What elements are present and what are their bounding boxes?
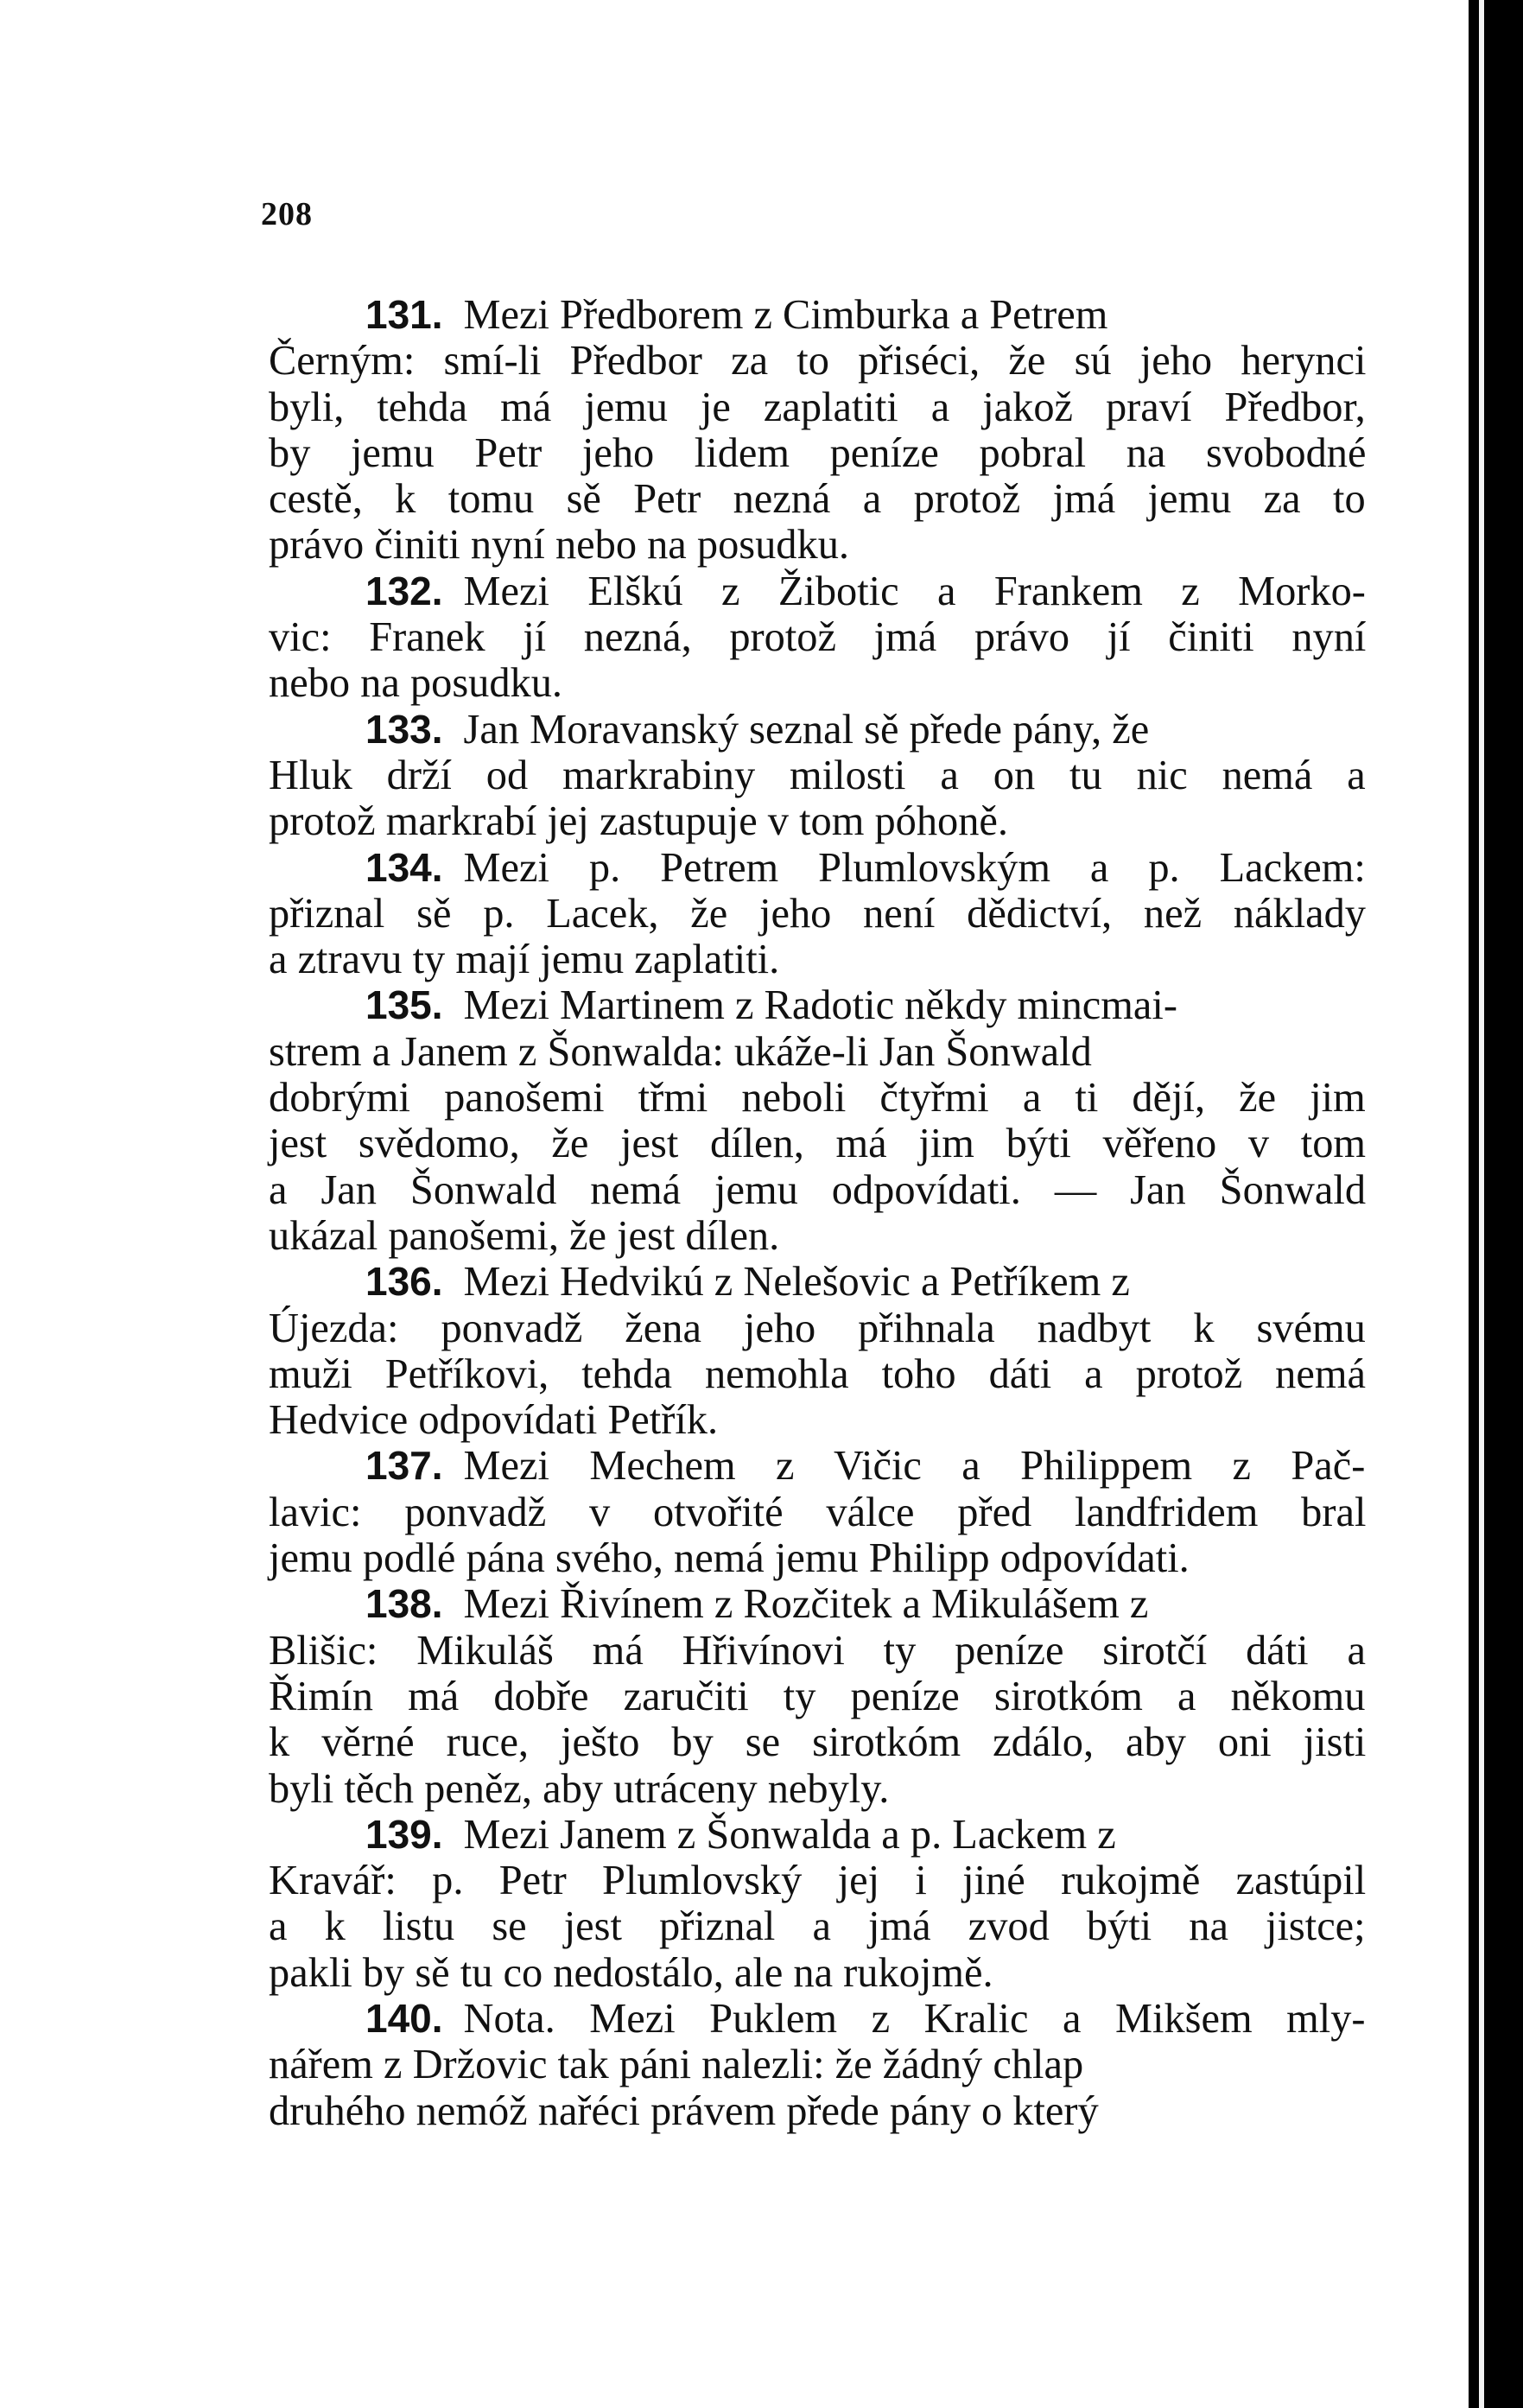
- line-text: Blišic: Mikuláš má Hřivínovi ty peníze sirotčí dáti a: [269, 1627, 1366, 1674]
- text-line: [269, 1858, 1366, 1903]
- line-text: Mezi Řivínem z Rozčitek a Mikulášem z: [463, 1581, 1149, 1628]
- line-text: Nota. Mezi Puklem z Kralic a Mikšem mly-: [463, 1995, 1366, 2042]
- text-line: [269, 1719, 1366, 1765]
- line-text: nářem z Držovic tak páni nalezli: že žádný chlap: [269, 2042, 1084, 2088]
- paragraph-number: 132.: [365, 568, 443, 613]
- line-text: právo činiti nyní nebo na posudku.: [269, 522, 849, 569]
- line-text: protož markrabí jej zastupuje v tom póhoně.: [269, 798, 1009, 845]
- paragraph-number: 133.: [365, 706, 443, 752]
- text-line: [269, 1443, 1366, 1489]
- line-text: ukázal panošemi, že jest dílen.: [269, 1212, 780, 1259]
- line-text: a Jan Šonwald nemá jemu odpovídati. — Jan Šonwald: [269, 1166, 1367, 1213]
- text-line: [269, 2088, 1366, 2134]
- text-line: [269, 891, 1366, 937]
- line-text: cestě, k tomu sě Petr nezná a protož jmá jemu za to: [269, 476, 1366, 523]
- line-text: nebo na posudku.: [269, 660, 563, 707]
- line-text: byli, tehda má jemu je zaplatiti a jakož praví Předbor,: [269, 384, 1366, 430]
- paragraph-number: 137.: [365, 1443, 443, 1489]
- text-line: [269, 1490, 1366, 1535]
- text-line: [269, 522, 1366, 568]
- line-text: Mezi Janem z Šonwalda a p. Lackem z: [463, 1811, 1116, 1858]
- paragraph-number: 134.: [365, 844, 443, 890]
- line-text: Mezi p. Petrem Plumlovským a p. Lackem:: [463, 844, 1366, 891]
- line-text: Mezi Martinem z Radotic někdy mincmai-: [463, 982, 1177, 1029]
- paragraph-number: 139.: [365, 1811, 443, 1857]
- paragraph-number: 136.: [365, 1259, 443, 1305]
- line-text: Mezi Mechem z Vičic a Philippem z Pač-: [463, 1443, 1366, 1490]
- line-text: a ztravu ty mají jemu zaplatiti.: [269, 937, 780, 983]
- text-line: [269, 1029, 1366, 1075]
- text-line: [269, 1535, 1366, 1581]
- line-text: dobrými panošemi třmi neboli čtyřmi a ti dějí, že jim: [269, 1075, 1366, 1121]
- text-line: [269, 476, 1366, 522]
- paragraph-136: [269, 1259, 1366, 1443]
- text-line: [269, 1950, 1366, 1996]
- text-line: [269, 569, 1366, 614]
- line-text: Újezda: ponvadž žena jeho přihnala nadbyt k svému: [269, 1305, 1366, 1351]
- text-line: [269, 753, 1366, 798]
- text-line: [269, 1903, 1366, 1949]
- text-line: [269, 1075, 1366, 1121]
- text-line: [269, 1213, 1366, 1259]
- paragraph-133: [269, 707, 1366, 845]
- text-line: [269, 1306, 1366, 1351]
- text-line: [269, 1259, 1366, 1305]
- paragraph-140: [269, 1996, 1366, 2134]
- paragraph-138: [269, 1581, 1366, 1811]
- line-text: přiznal sě p. Lacek, že jeho není dědictví, než náklady: [269, 890, 1367, 937]
- line-text: byli těch peněz, aby utráceny nebyly.: [269, 1765, 890, 1812]
- line-text: jemu podlé pána svého, nemá jemu Philipp odpovídati.: [269, 1535, 1190, 1582]
- text-line: [269, 614, 1366, 660]
- line-text: Jan Moravanský seznal sě přede pány, že: [463, 706, 1150, 753]
- line-text: druhého nemóž nařéci právem přede pány o který: [269, 2087, 1099, 2134]
- text-line: [269, 292, 1366, 338]
- paragraph-number: 138.: [365, 1581, 443, 1627]
- line-text: Řimín má dobře zaručiti ty peníze sirotkóm a někomu: [269, 1673, 1366, 1719]
- page-number: 208: [261, 196, 313, 232]
- paragraph-number: 131.: [365, 292, 443, 337]
- text-line: [269, 1351, 1366, 1397]
- text-line: [269, 1167, 1366, 1213]
- paragraph-137: [269, 1443, 1366, 1581]
- line-text: strem a Janem z Šonwalda: ukáže-li Jan Šonwald: [269, 1028, 1092, 1075]
- paragraph-132: [269, 569, 1366, 707]
- line-text: Černým: smí-li Předbor za to přiséci, že sú jeho herynci: [269, 338, 1367, 384]
- paragraph-131: [269, 292, 1366, 569]
- text-line: [269, 982, 1366, 1028]
- text-line: [269, 1397, 1366, 1443]
- line-text: muži Petříkovi, tehda nemohla toho dáti a protož nemá: [269, 1350, 1366, 1397]
- line-text: lavic: ponvadž v otvořité válce před landfridem bral: [269, 1489, 1367, 1535]
- text-line: [269, 1674, 1366, 1719]
- line-text: Kravář: p. Petr Plumlovský jej i jiné rukojmě zastúpil: [269, 1858, 1367, 1904]
- text-line: [269, 798, 1366, 844]
- line-text: vic: Franek jí nezná, protož jmá právo jí činiti nyní: [269, 614, 1367, 661]
- text-line: [269, 845, 1366, 891]
- text-line: [269, 1812, 1366, 1858]
- text-line: [269, 707, 1366, 753]
- text-line: [269, 1628, 1366, 1674]
- paragraph-number: 135.: [365, 982, 443, 1028]
- line-text: Hedvice odpovídati Petřík.: [269, 1397, 719, 1444]
- text-line: [269, 338, 1366, 384]
- text-line: [269, 1121, 1366, 1166]
- line-text: Mezi Předborem z Cimburka a Petrem: [463, 292, 1108, 338]
- page-edge: [1479, 0, 1484, 2408]
- text-line: [269, 430, 1366, 476]
- text-body: [269, 292, 1366, 2134]
- text-line: [269, 1766, 1366, 1812]
- text-line: [269, 1996, 1366, 2042]
- text-line: [269, 937, 1366, 982]
- paragraph-134: [269, 845, 1366, 983]
- line-text: Hluk drží od markrabiny milosti a on tu nic nemá a: [269, 752, 1366, 798]
- line-text: a k listu se jest přiznal a jmá zvod býti na jistce;: [269, 1903, 1366, 1950]
- paragraph-number: 140.: [365, 1995, 443, 2041]
- text-line: [269, 660, 1366, 706]
- text-line: [269, 384, 1366, 430]
- line-text: by jemu Petr jeho lidem peníze pobral na svobodné: [269, 429, 1367, 476]
- paragraph-139: [269, 1812, 1366, 1996]
- line-text: k věrné ruce, ješto by se sirotkóm zdálo, aby oni jisti: [269, 1719, 1367, 1766]
- line-text: Mezi Elškú z Žibotic a Frankem z Morko-: [463, 568, 1366, 614]
- text-line: [269, 2042, 1366, 2087]
- line-text: jest svědomo, že jest dílen, má jim býti věřeno v tom: [269, 1121, 1367, 1167]
- text-line: [269, 1581, 1366, 1627]
- line-text: Mezi Hedvikú z Nelešovic a Petříkem z: [463, 1259, 1130, 1306]
- paragraph-135: [269, 982, 1366, 1259]
- line-text: pakli by sě tu co nedostálo, ale na rukojmě.: [269, 1949, 993, 1996]
